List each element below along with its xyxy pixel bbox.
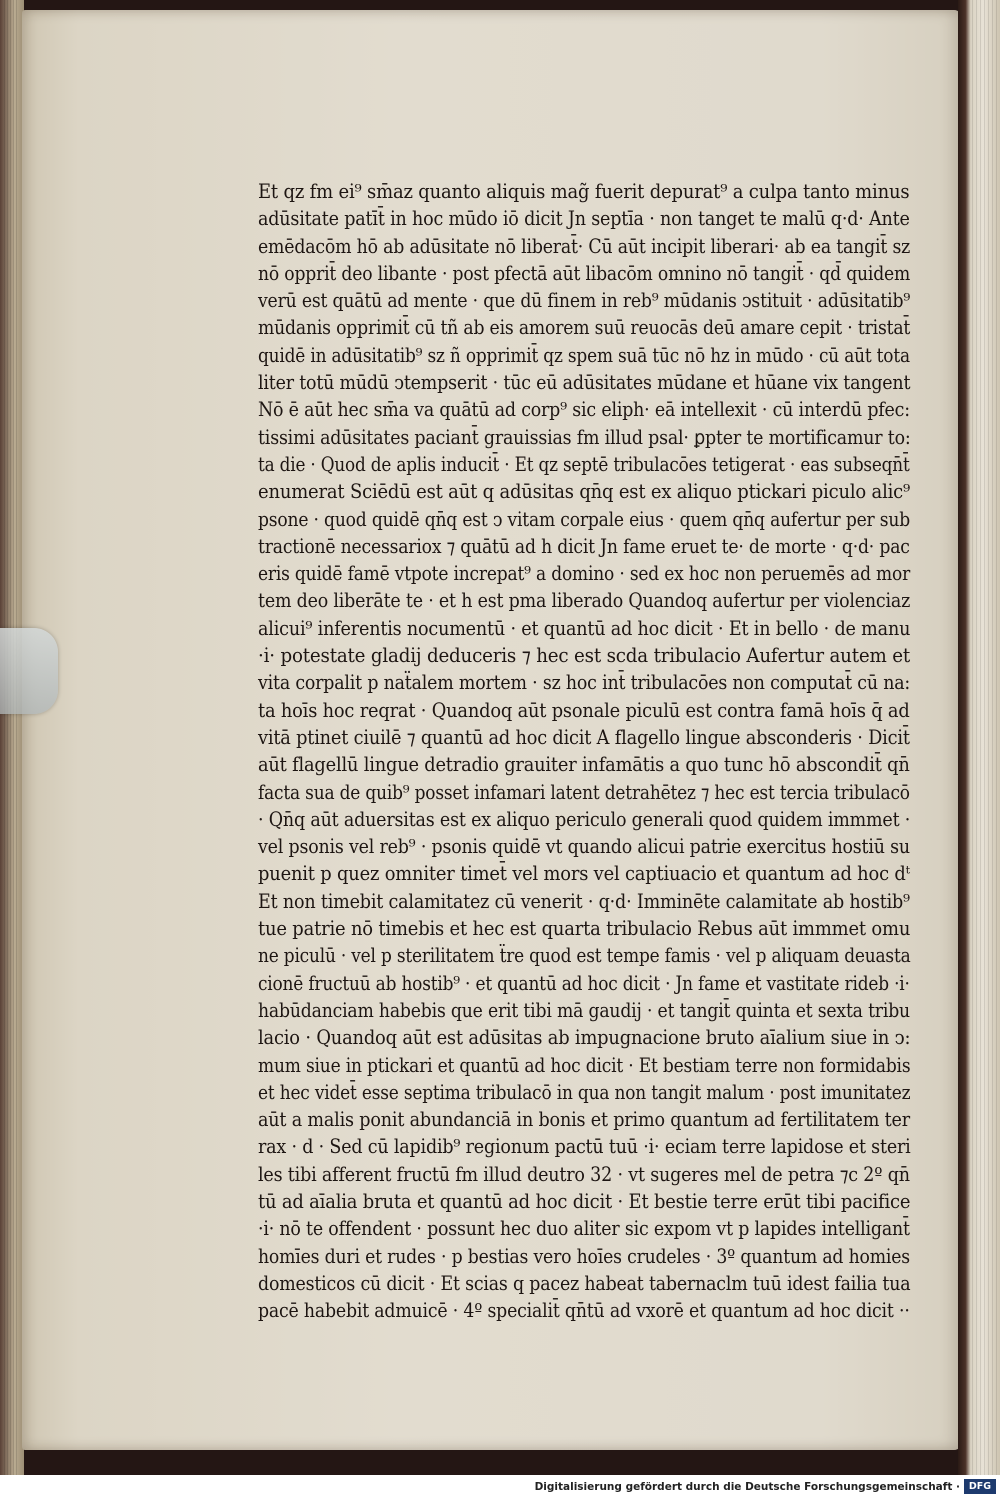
text-line: et hec videt̄ esse septima tribulacō in qua non tangit malum · post imunitatez [258,1080,911,1104]
text-line: mūdanis opprimit̄ cū tñ ab eis amorem suū reuocās deū amare cepit · tristat̄ [258,316,911,340]
text-line: rax · d · Sed cū lapidib⁹ regionum pactū tuū ·i· eciam terre lapidose et steri [258,1135,911,1159]
text-line: · Qn̄q aūt aduersitas est ex aliquo periculo generali quod quidem immmet · [258,807,911,831]
text-line: ne piculū · vel p sterilitatem ẗre quod est tempe famis · vel p aliquam deuasta [258,944,911,968]
text-line: les tibi afferent fructū fm illud deutro 32 · vt sugeres mel de petra ⁊c 2º qn̄ [258,1162,910,1186]
text-line: homīes duri et rudes · p bestias vero hoīes crudeles · 3º quantum ad homies [258,1244,910,1268]
funding-credit: Digitalisierung gefördert durch die Deutsche Forschungsgemeinschaft · [534,1481,960,1493]
text-line: Et non timebit calamitatez cū venerit · q·d· Imminēte calamitate ab hostib⁹ [258,889,910,913]
text-line: habūdanciam habebis que erit tibi mā gaudij · et tangit̄ quinta et sexta tribu [258,998,910,1022]
text-line: enumerat Sciēdū est aūt q adūsitas qn̄q est ex aliquo ptickari piculo alic⁹ [258,480,911,504]
text-line: vita corpalit p naẗalem mortem · sz hoc int̄ tribulacōes non computat̄ cū na: [258,671,911,695]
text-line: liter totū mūdū ↄtempserit · tūc eū adūsitates mūdane et hūane vix tangent [258,371,911,395]
text-line: verū est quātū ad mente · que dū finem in reb⁹ mūdanis ↄstituit · adūsitatib⁹ [258,289,911,313]
text-line: tem deo liberāte te · et h est pma liberado Quandoq aufertur per violenciaz [258,589,911,613]
dfg-logo: DFG [964,1479,996,1494]
text-line: facta sua de quib⁹ posset infamari latent detrahētez ⁊ hec est tercia tribulacō [258,780,910,804]
text-line: tissimi adūsitates paciant̄ grauissias fm illud psal· ꝑpter te mortificamur to: [258,425,911,449]
text-line: ta hoīs hoc reqrat · Quandoq aūt psonale piculū est contra famā hoīs q̄ ad [258,698,910,722]
text-line: ·i· potestate gladij deduceris ⁊ hec est scda tribulacio Aufertur autem et [258,644,910,668]
text-line: aūt flagellū lingue detradio grauiter infamātis a quo tunc hō abscondit̄ qn̄ [258,753,910,777]
text-line: tū ad aīalia bruta et quantū ad hoc dicit · Et bestie terre erūt tibi pacifice [258,1189,911,1213]
text-line: psone · quod quidē qn̄q est ↄ vitam corpale eius · quem qn̄q aufertur per sub [258,507,911,531]
book-right-page-edge [958,0,1000,1475]
text-line: pacē habebit admuicē · 4º specialit̄ qn̄tū ad vxorē et quantum ad hoc dicit ·· [258,1299,910,1323]
text-line: vitā ptinet ciuilē ⁊ quantū ad hoc dicit A flagello lingue absconderis · Dicit̄ [258,725,910,749]
text-line: tractionē necessariox ⁊ quātū ad h dicit Jn fame eruet te· de morte · q·d· pac [258,534,910,558]
text-line: vel psonis vel reb⁹ · psonis quidē vt quando alicui patrie exercitus hostiū su [258,835,910,859]
text-line: nō opprit̄ deo libante · post pfectā aūt libacōm omnino nō tangit̄ · qd̄ quidem [258,261,911,285]
text-line: ta die · Quod de aplis inducit̄ · Et qz septē tribulacōes tetigerat · eas subseqn̄t̄ [258,452,910,476]
text-line: ·i· nō te offendent · possunt hec duo aliter sic expom vt p lapides intelligant̄ [258,1217,910,1241]
text-line: tue patrie nō timebis et hec est quarta tribulacio Rebus aūt immmet omu [258,917,911,941]
text-line: alicui⁹ inferentis nocumentū · et quantū ad hoc dicit · Et in bello · de manu [258,616,911,640]
text-line: emēdacōm hō ab adūsitate nō liberat̄· Cū aūt incipit liberari· ab ea tangit̄ sz [258,234,911,258]
text-block [258,178,910,1324]
text-line: cionē fructuū ab hostib⁹ · et quantū ad hoc dicit · Jn fame et vastitate rideb ·i· [258,971,910,995]
text-line: mum siue in ptickari et quantū ad hoc dicit · Et bestiam terre non formidabis [258,1053,911,1077]
text-line: quidē in adūsitatib⁹ sz ñ opprimit̄ qz spem suā tūc nō hz in mūdo · cū aūt tota [258,343,910,367]
text-line: eris quidē famē vtpote increpat⁹ a domino · sed ex hoc non peruemēs ad mor [258,562,911,586]
text-line: Et qz fm ei⁹ sm̄az quanto aliquis mag̃ fuerit depurat⁹ a culpa tanto minus [258,180,910,203]
text-line: Nō ē aūt hec sm̄a va quātū ad corp⁹ sic eliph· eā intellexit · cū interdū pfec: [258,398,910,422]
text-line: adūsitate patīt̄ in hoc mūdo iō dicit Jn septīa · non tanget te malū q·d· Ante [258,207,910,231]
text-line: domesticos cū dicit · Et scias q pacez habeat tabernaclm tuū idest failia tua [258,1271,911,1295]
text-line: aūt a malis ponit abundanciā in bonis et primo quantum ad fertilitatem ter [258,1108,910,1132]
text-line: lacio · Quandoq aūt est adūsitas ab impugnacione bruto aīalium siue in ↄ: [258,1026,911,1050]
text-line: puenit p quez omniter timet̄ vel mors vel captiuacio et quantum ad hoc dᵗ [258,862,910,886]
page-clip [0,628,58,714]
book-left-edge [0,0,24,1475]
